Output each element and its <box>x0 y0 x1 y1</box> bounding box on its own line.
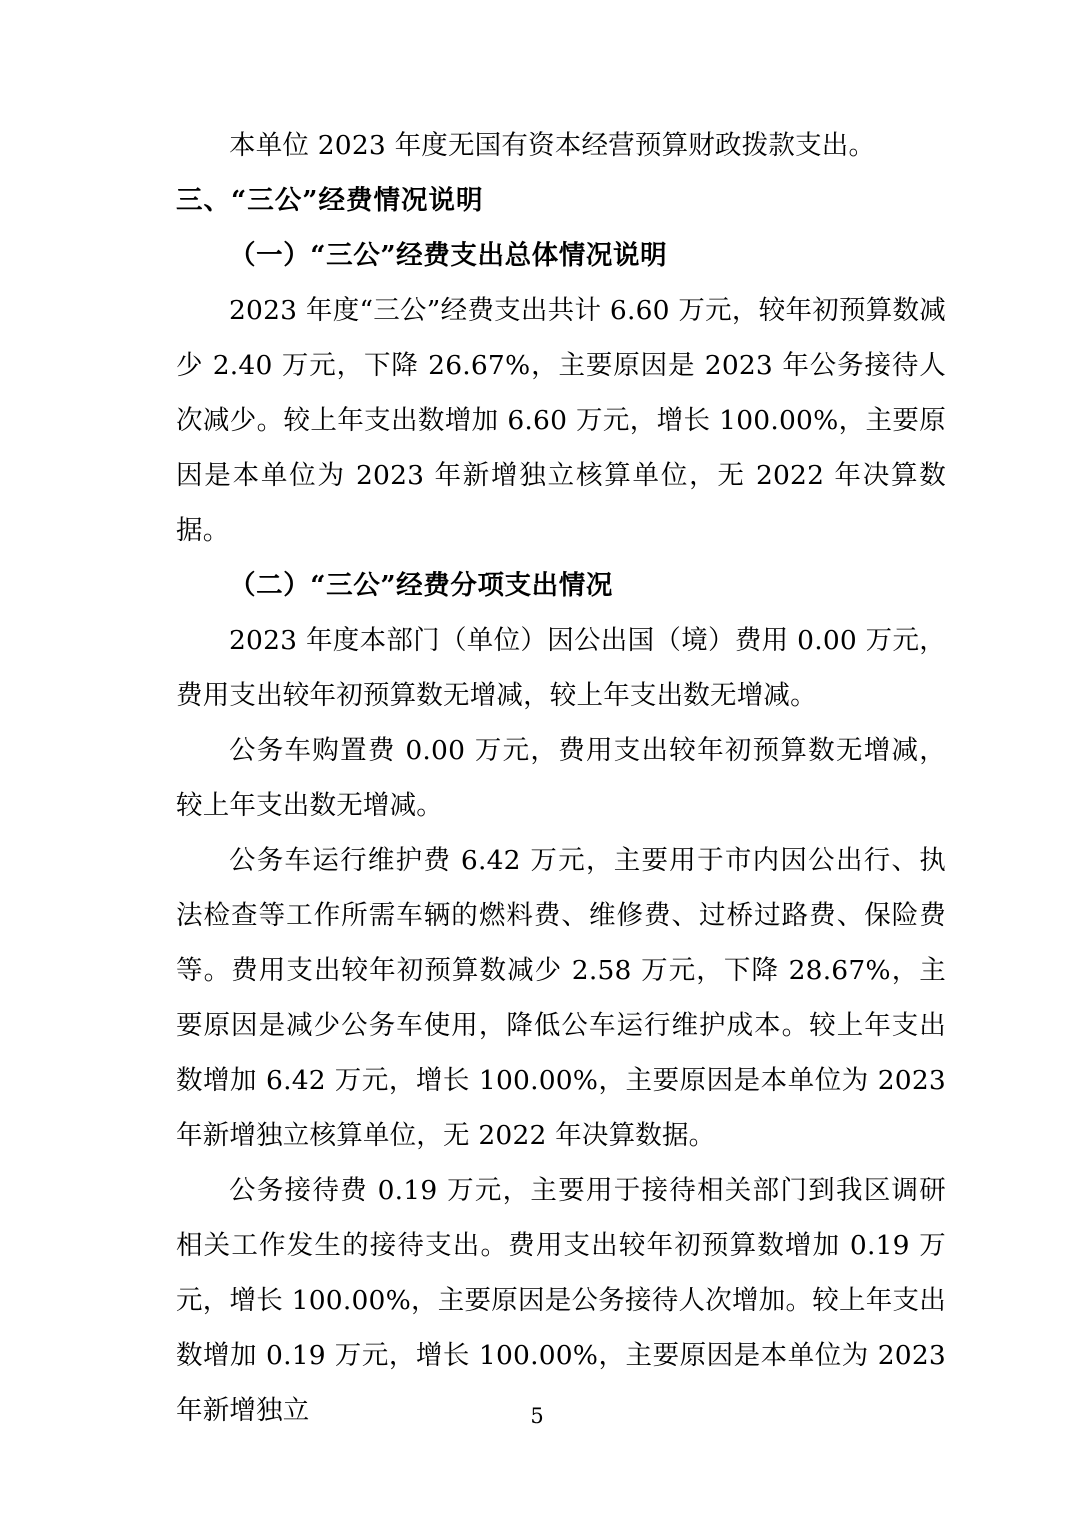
paragraph-vehicle-operation-expense: 公务车运行维护费 6.42 万元，主要用于市内因公出行、执法检查等工作所需车辆的燃料费、维修费、过桥过路费、保险费等。费用支出较年初预算数减少 2.58 万元，下降 28.67%，主要原因是减少公务车使用，降低公车运行维护成本。较上年支出数增加 6.42 万元，增长 100.00%，主要原因是本单位为 2023 年新增独立核算单位，无 2022 年决算数据。 <box>176 845 946 1151</box>
paragraph-official-reception-expense: 公务接待费 0.19 万元，主要用于接待相关部门到我区调研相关工作发生的接待支出。费用支出较年初预算数增加 0.19 万元，增长 100.00%，主要原因是公务接待人次增加。较上年支出数增加 0.19 万元，增长 100.00%，主要原因是本单位为 2023 年新增独立 <box>176 1175 946 1426</box>
document-body <box>176 118 946 1438</box>
heading-section-three: 三、“三公”经费情况说明 <box>176 185 484 216</box>
paragraph-no-state-capital-budget: 本单位 2023 年度无国有资本经营预算财政拨款支出。 <box>229 130 876 161</box>
paragraph-overall-three-public-expense: 2023 年度“三公”经费支出共计 6.60 万元，较年初预算数减少 2.40 万元，下降 26.67%，主要原因是 2023 年公务接待人次减少。较上年支出数增加 6.60 万元，增长 100.00%，主要原因是本单位为 2023 年新增独立核算单位，无 2022 年决算数据。 <box>176 295 946 546</box>
heading-subsection-one: （一）“三公”经费支出总体情况说明 <box>229 240 668 271</box>
heading-subsection-two: （二）“三公”经费分项支出情况 <box>229 570 613 601</box>
page-number: 5 <box>530 1404 544 1428</box>
paragraph-overseas-travel-expense: 2023 年度本部门（单位）因公出国（境）费用 0.00 万元，费用支出较年初预算数无增减，较上年支出数无增减。 <box>176 625 946 711</box>
paragraph-vehicle-purchase-expense: 公务车购置费 0.00 万元，费用支出较年初预算数无增减，较上年支出数无增减。 <box>176 735 946 821</box>
